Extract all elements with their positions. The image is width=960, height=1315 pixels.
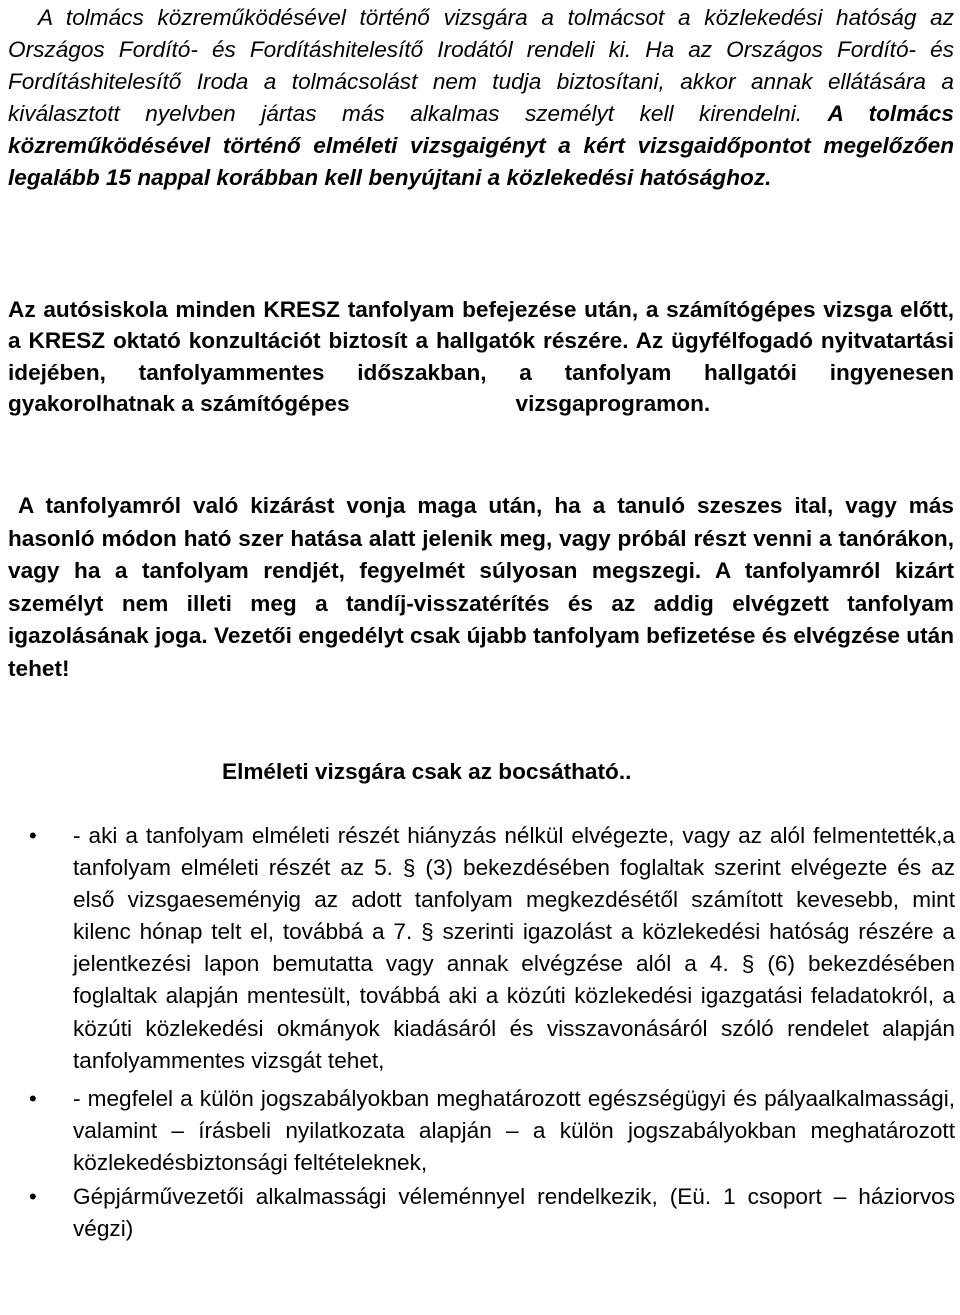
consultation-text: Az autósiskola minden KRESZ tanfolyam befejezése után, a számítógépes vizsga előtt, a KRESZ oktató konzultációt biztosít a hallgatók részére. Az ügyfélfogadó nyitvatartási idejében, tanfolyammentes időszakban, a tanfolyam hallgatói ingyenesen gyakorolhatnak a számítógépes (8, 297, 954, 417)
interpreter-text: A tolmács közreműködésével történő vizsgára a tolmácsot a közlekedési hatóság az Országos Fordító- és Fordításhitelesítő Irodától rendeli ki. Ha az Országos Fordító- és Fordításhitelesítő Iroda a tolmácsolást nem tudja biztosítani, akkor annak ellátására a kiválasztott nyelvben jártas más alkalmas személyt kell kirendelni. (8, 5, 954, 127)
interpreter-paragraph (8, 2, 954, 195)
bullet-icon: • (29, 823, 37, 848)
list-item-text: - aki a tanfolyam elméleti részét hiányzás nélkül elvégezte, vagy az alól felmentették,a tanfolyam elméleti részét az 5. § (3) bekezdésében foglaltak szerint elvégezte és az első vizsgaeseményig az adott tanfolyam megkezdésétől számított kevesebb, mint kilenc hónap telt el, továbbá a 7. § szerinti igazolást a közlekedési hatóság részére a jelentkezési lapon bemutatta vagy annak elvégzése alól a 4. § (6) bekezdésében foglaltak alapján mentesült, továbbá aki a közúti közlekedési igazgatási feladatokról, a közúti közlekedési okmányok kiadásáról és visszavonásáról szóló rendelet alapján tanfolyammentes vizsgát tehet, (73, 823, 955, 1073)
list-item (29, 1083, 955, 1179)
list-item (29, 820, 955, 1077)
bullet-icon: • (29, 1184, 37, 1210)
interpreter-deadline-text: A tolmács közreműködésével történő elméleti vizsgaigényt a kért vizsgaidőpontot megelőzően legalább 15 nappal korábban kell benyújtani a közlekedési hatósághoz. (8, 101, 954, 191)
consultation-tail: vizsgaprogramon. (515, 391, 711, 417)
list-item-text: - megfelel a külön jogszabályokban meghatározott egészségügyi és pályaalkalmassági, valamint – írásbeli nyilatkozata alapján – a külön jogszabályokban meghatározott közlekedésbiztonsági feltételeknek, (73, 1085, 955, 1175)
eligibility-list (0, 820, 960, 1245)
list-item-text: Gépjárművezetői alkalmassági véleménnyel rendelkezik, (Eü. 1 csoport – háziorvos végzi) (73, 1184, 955, 1242)
bullet-icon: • (29, 1085, 37, 1111)
consultation-paragraph (8, 294, 954, 420)
exclusion-text: A tanfolyamról való kizárást vonja maga után, ha a tanuló szeszes ital, vagy más hasonló módon ható szer hatása alatt jelenik meg, vagy próbál részt venni a tanórákon, vagy ha a tanfolyam rendjét, fegyelmét súlyosan megszegi. A tanfolyamról kizárt személyt nem illeti meg a tandíj-visszatérítés és az addig elvégzett tanfolyam igazolásának joga. Vezetői engedélyt csak újabb tanfolyam befizetése és elvégzése után tehet! (8, 493, 954, 681)
exclusion-paragraph (8, 490, 954, 686)
exam-eligibility-heading: Elméleti vizsgára csak az bocsátható.. (222, 759, 632, 784)
list-item (29, 1181, 955, 1245)
